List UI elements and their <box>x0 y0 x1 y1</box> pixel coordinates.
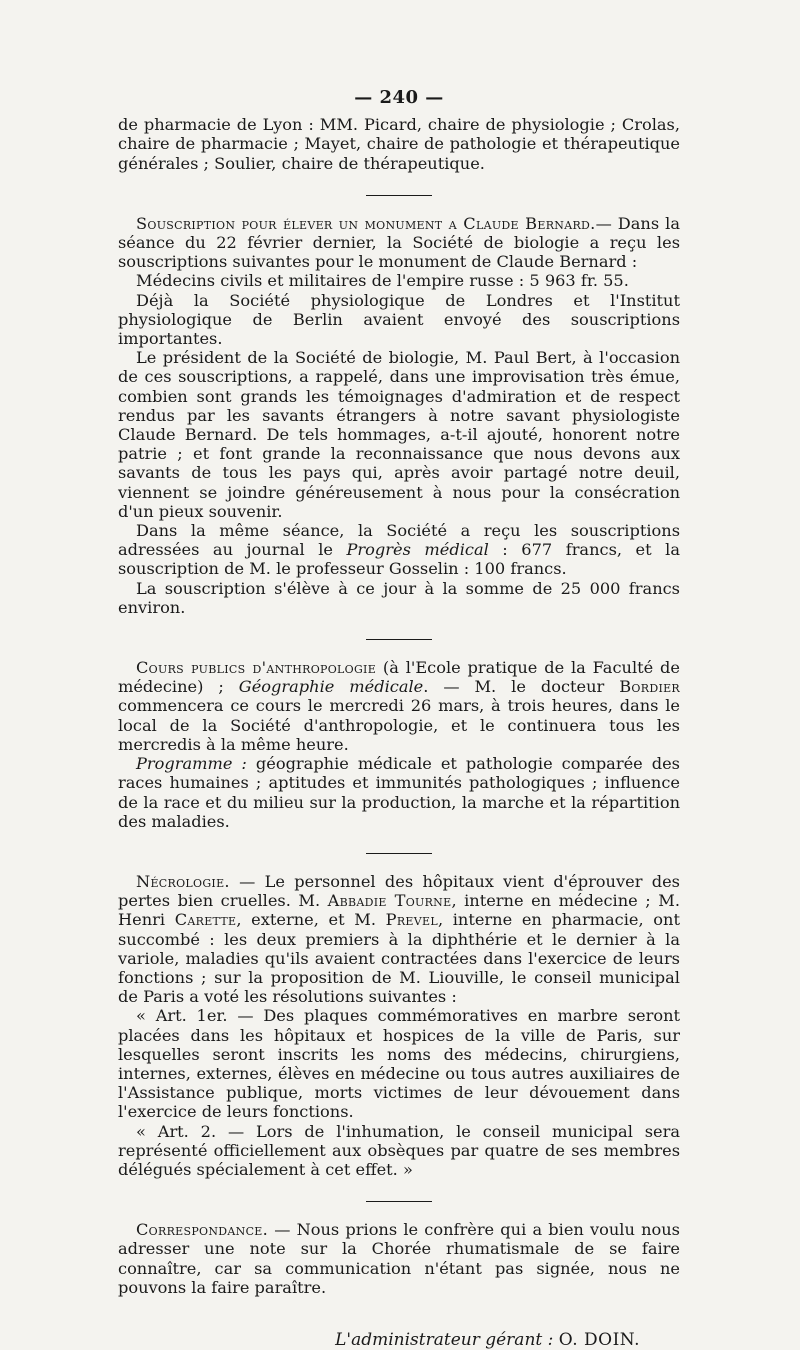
souscription-paragraph-1 <box>118 214 680 272</box>
necrologie-text-d: , interne en pharmacie, ont succombé : les deux premiers à la diphthérie et le dernier à la variole, maladies qu'ils avaient contractées dans l'exercice de leurs fonctions ; sur la proposition de M. Liouville, le conseil municipal de Paris a voté les résolutions suivantes : <box>118 910 680 1007</box>
section-divider <box>366 195 432 196</box>
souscription-paragraph-2: Médecins civils et militaires de l'empire russe : 5 963 fr. 55. <box>136 271 629 291</box>
necrologie-name-1: Abbadie Tourne <box>327 891 452 911</box>
necrologie-text-a: — Le personnel des hôpitaux vient d'éprouver des pertes bien cruelles. M. <box>118 871 680 911</box>
journal-title: Progrès médical <box>346 540 489 560</box>
correspondance-section <box>118 1220 680 1297</box>
article-2-label: « Art. 2. — <box>136 1121 245 1141</box>
intro-section <box>118 115 680 173</box>
cours-section <box>118 658 680 831</box>
article-2-text: Lors de l'inhumation, le conseil municipal sera représenté officiellement aux obsèques par quatre de ses membres délégués spécialement à cet effet. » <box>118 1121 680 1179</box>
section-divider <box>366 853 432 854</box>
souscription-text-5b: : 677 francs, et la souscription de M. le professeur Gosselin : 100 francs. <box>118 540 680 579</box>
programme-label: Programme : <box>136 754 247 774</box>
cours-lecturer: Bordier <box>619 677 681 697</box>
souscription-text-1: — Dans la séance du 22 février dernier, la Société de biologie a reçu les souscriptions suivantes pour le monument de Claude Bernard : <box>118 213 681 272</box>
programme-text: géographie médicale et pathologie comparée des races humaines ; aptitudes et immunités pathologiques ; influence de la race et du milieu sur la production, la marche et la répartition des maladies. <box>118 754 680 831</box>
page-number: — 240 — <box>354 87 444 108</box>
signature-name: O. DOIN. <box>558 1329 640 1350</box>
cours-topic: Géographie médicale <box>238 677 424 697</box>
necrologie-paragraph-1 <box>118 872 680 1006</box>
correspondance-heading: Correspondance. <box>136 1220 269 1240</box>
article-1-label: « Art. 1er. — <box>136 1006 254 1026</box>
signature-role: L'administrateur gérant : <box>335 1329 554 1350</box>
article-2 <box>118 1122 680 1180</box>
necrologie-name-2: Carette <box>174 910 237 930</box>
necrologie-text-b: , interne en médecine ; M. Henri <box>118 891 680 930</box>
correspondance-paragraph <box>118 1220 680 1297</box>
document-page <box>118 88 680 1350</box>
cours-text-b: . — M. le docteur <box>423 677 620 697</box>
signature <box>118 1331 680 1350</box>
cours-heading: Cours publics d'anthropologie <box>136 658 377 678</box>
souscription-paragraph-6: La souscription s'élève à ce jour à la somme de 25 000 francs environ. <box>118 578 680 617</box>
section-divider <box>366 1201 432 1202</box>
souscription-heading: Souscription pour élever un monument a Claude Bernard. <box>136 213 596 233</box>
cours-paragraph-2 <box>118 754 680 831</box>
article-1 <box>118 1006 680 1121</box>
necrologie-heading: Nécrologie. <box>136 871 230 891</box>
necrologie-text-c: , externe, et M. <box>236 910 386 930</box>
necrologie-name-3: Prevel <box>385 910 438 930</box>
section-divider <box>366 639 432 640</box>
correspondance-text: — Nous prions le confrère qui a bien voulu nous adresser une note sur la Chorée rhumatismale de se faire connaître, car sa communication n'étant pas signée, nous ne pouvons la faire paraître. <box>118 1220 680 1297</box>
cours-text-c: commencera ce cours le mercredi 26 mars, à trois heures, dans le local de la Société d'anthropologie, et le continuera tous les mercredis à la même heure. <box>118 696 680 754</box>
necrologie-section <box>118 872 680 1179</box>
souscription-paragraph-5 <box>118 521 680 579</box>
souscription-paragraph-4: Le président de la Société de biologie, M. Paul Bert, à l'occasion de ces souscriptions, a rappelé, dans une improvisation très émue, combien sont grands les témoignages d'admiration et de respect rendus par les savants étrangers à notre savant physiologiste Claude Bernard. De tels hommages, a-t-il ajouté, honorent notre patrie ; et font grande la reconnaissance que nous devons aux savants de tous les pays qui, après avoir partagé notre deuil, viennent se joindre généreusement à nous pour la consécration d'un pieux souvenir. <box>118 348 680 521</box>
intro-paragraph: de pharmacie de Lyon : MM. Picard, chaire de physiologie ; Crolas, chaire de pharmacie ; Mayet, chaire de pathologie et thérapeutique générales ; Soulier, chaire de thérapeutique. <box>118 115 680 173</box>
cours-paragraph-1 <box>118 658 680 754</box>
souscription-section <box>118 214 680 617</box>
article-1-text: Des plaques commémoratives en marbre seront placées dans les hôpitaux et hospices de la ville de Paris, sur lesquelles seront inscrits les noms des médecins, chirurgiens, internes, externes, élèves en médecine ou tous autres auxiliaires de l'Assistance publique, morts victimes de leur dévouement dans l'exercice de leurs fonctions. <box>118 1006 681 1122</box>
cours-text-a: (à l'Ecole pratique de la Faculté de médecine) ; <box>118 658 680 697</box>
souscription-paragraph-3: Déjà la Société physiologique de Londres et l'Institut physiologique de Berlin avaient envoyé des souscriptions importantes. <box>118 290 680 349</box>
souscription-text-5a: Dans la même séance, la Société a reçu les souscriptions adressées au journal le <box>118 521 680 560</box>
